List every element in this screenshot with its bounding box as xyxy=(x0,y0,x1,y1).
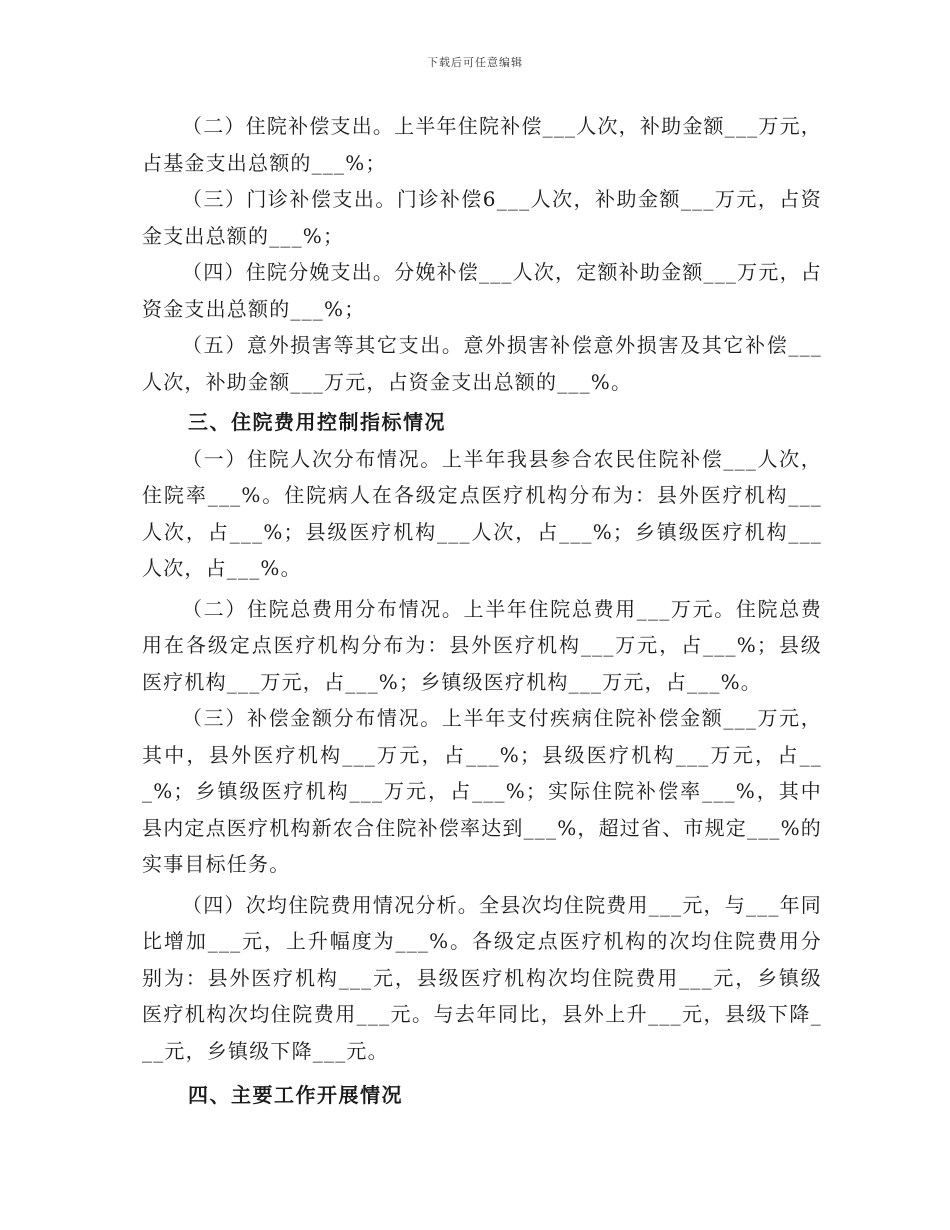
paragraph-total-cost-distribution: （二）住院总费用分布情况。上半年住院总费用___万元。住院总费用在各级定点医疗机构分布为：县外医疗机构___万元，占___%；县级医疗机构___万元，占___%；乡镇级医疗机构___万元，占___%。 xyxy=(142,596,822,694)
paragraph-accident-expenditure: （五）意外损害等其它支出。意外损害补偿意外损害及其它补偿___人次，补助金额___万元，占资金支出总额的___%。 xyxy=(142,333,822,394)
paragraph-outpatient-compensation: （三）门诊补偿支出。门诊补偿6___人次，补助金额___万元，占资金支出总额的___%； xyxy=(142,187,822,248)
page-header-note: 下载后可任意编辑 xyxy=(427,56,523,69)
paragraph-compensation-distribution: （三）补偿金额分布情况。上半年支付疾病住院补偿金额___万元，其中，县外医疗机构___万元，占___%；县级医疗机构___万元，占___%；乡镇级医疗机构___万元，占___%；实际住院补偿率___%，其中县内定点医疗机构新农合住院补偿率达到___%，超过省、市规定___%的实事目标任务。 xyxy=(142,706,823,876)
paragraph-inpatient-compensation: （二）住院补偿支出。上半年住院补偿___人次，补助金额___万元，占基金支出总额的___%； xyxy=(142,114,822,175)
section-heading-main-work: 四、主要工作开展情况 xyxy=(188,1083,403,1107)
paragraph-average-cost-analysis: （四）次均住院费用情况分析。全县次均住院费用___元，与___年同比增加___元，上升幅度为___%。各级定点医疗机构的次均住院费用分别为：县外医疗机构___元，县级医疗机构次均住院费用___元，乡镇级医疗机构次均住院费用___元。与去年同比，县外上升___元，县级下降___元，乡镇级下降___元。 xyxy=(142,892,822,1063)
document-body xyxy=(142,108,822,1114)
paragraph-inpatient-distribution: （一）住院人次分布情况。上半年我县参合农民住院补偿___人次，住院率___%。住院病人在各级定点医疗机构分布为：县外医疗机构___人次，占___%；县级医疗机构___人次，占___%；乡镇级医疗机构___人次，占___%。 xyxy=(142,446,822,580)
section-heading-cost-control: 三、住院费用控制指标情况 xyxy=(188,410,446,434)
paragraph-childbirth-expenditure: （四）住院分娩支出。分娩补偿___人次，定额补助金额___万元，占资金支出总额的___%； xyxy=(142,260,822,321)
